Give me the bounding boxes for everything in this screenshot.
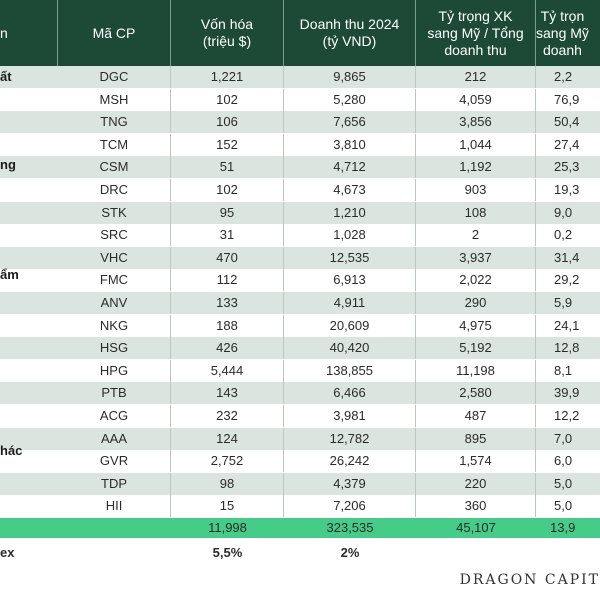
stock-code: STK — [58, 202, 171, 224]
export-share: 487 — [416, 405, 536, 427]
stock-code: DRC — [58, 179, 171, 201]
stock-code: CSM — [58, 156, 171, 178]
stock-code: ACG — [58, 405, 171, 427]
header-export — [416, 0, 536, 66]
table-row — [0, 495, 600, 517]
market-cap: 106 — [171, 111, 284, 133]
us-share: 5,0 — [554, 498, 573, 514]
table-row — [0, 202, 600, 224]
header-revenue-line1: Doanh thu 2024 — [299, 16, 400, 32]
stock-code: TDP — [58, 473, 171, 495]
us-share: 50,4 — [554, 114, 580, 130]
header-cap — [171, 0, 284, 66]
stock-code: DGC — [58, 66, 171, 88]
table-row — [0, 428, 600, 450]
market-cap: 102 — [171, 89, 284, 111]
us-share: 19,3 — [554, 182, 580, 197]
us-share: 12,8 — [554, 340, 580, 356]
market-cap: 152 — [171, 134, 284, 156]
revenue: 12,535 — [284, 247, 416, 269]
revenue: 9,865 — [284, 66, 416, 88]
revenue: 3,981 — [284, 405, 416, 427]
us-share: 7,0 — [554, 430, 573, 446]
table-row — [0, 292, 600, 314]
export-share: 4,059 — [416, 89, 536, 111]
market-cap: 5,444 — [171, 360, 284, 382]
revenue: 1,210 — [284, 202, 416, 224]
header-export-line1: Tỷ trọng XK — [438, 7, 513, 24]
revenue: 4,911 — [284, 292, 416, 314]
table-row — [0, 156, 600, 178]
pct-revenue: 2% — [340, 545, 360, 560]
export-share: 1,574 — [416, 450, 536, 472]
header-sector — [0, 0, 58, 66]
export-share: 290 — [416, 292, 536, 314]
export-share: 1,192 — [416, 156, 536, 178]
total-cap: 11,998 — [208, 520, 247, 535]
market-cap: 102 — [171, 179, 284, 201]
us-share: 9,0 — [554, 204, 573, 220]
table-row — [0, 360, 600, 382]
export-share: 212 — [416, 66, 536, 88]
header-share-line2: sang Mỹ — [536, 24, 589, 41]
export-share: 903 — [416, 179, 536, 201]
revenue: 4,673 — [284, 179, 416, 201]
table-row — [0, 315, 600, 337]
table-row — [0, 247, 600, 269]
table-row — [0, 179, 600, 201]
table-header — [0, 0, 600, 66]
market-cap: 95 — [171, 202, 284, 224]
revenue: 5,280 — [284, 89, 416, 111]
table-row — [0, 269, 600, 291]
sector-label: ex — [0, 545, 15, 560]
total-revenue: 323,535 — [326, 520, 374, 535]
us-share: 27,4 — [554, 136, 580, 152]
export-share: 1,044 — [416, 134, 536, 156]
header-code — [58, 0, 171, 66]
sector-label: ất — [0, 69, 12, 84]
revenue: 6,466 — [284, 382, 416, 404]
us-share: 5,9 — [554, 295, 573, 310]
revenue: 26,242 — [284, 450, 416, 472]
stock-code: MSH — [58, 89, 171, 111]
stock-code: AAA — [58, 428, 171, 450]
revenue: 4,379 — [284, 473, 416, 495]
market-cap: 112 — [171, 269, 284, 291]
export-share: 11,198 — [416, 360, 536, 382]
export-share: 2,022 — [416, 269, 536, 291]
market-cap: 188 — [171, 315, 284, 337]
market-cap: 470 — [171, 247, 284, 269]
stock-code: TCM — [58, 134, 171, 156]
sector-label: ẩm — [0, 267, 19, 282]
revenue: 6,913 — [284, 269, 416, 291]
stock-code: HSG — [58, 337, 171, 359]
table-row — [0, 382, 600, 404]
us-share: 29,2 — [554, 272, 580, 288]
header-cap-line1: Vốn hóa — [200, 16, 254, 32]
market-cap: 98 — [171, 473, 284, 495]
header-share — [536, 0, 600, 66]
revenue: 1,028 — [284, 224, 416, 246]
header-revenue — [284, 0, 416, 66]
table-row — [0, 450, 600, 472]
total-row — [0, 518, 600, 538]
revenue: 7,656 — [284, 111, 416, 133]
index-share-row — [0, 542, 600, 564]
header-share-line1: Tỷ trọn — [540, 7, 585, 24]
export-share: 895 — [416, 428, 536, 450]
market-cap: 232 — [171, 405, 284, 427]
us-share: 39,9 — [554, 385, 580, 401]
header-code-label: Mã CP — [92, 24, 136, 41]
us-share: 6,0 — [554, 453, 573, 469]
market-cap: 1,221 — [171, 66, 284, 88]
export-share: 2,580 — [416, 382, 536, 404]
table-row — [0, 405, 600, 427]
market-cap: 143 — [171, 382, 284, 404]
stock-code: ANV — [58, 292, 171, 314]
header-sector-label: n — [0, 24, 8, 41]
stock-code: NKG — [58, 315, 171, 337]
header-revenue-line2: (tỷ VND) — [322, 33, 377, 49]
export-share: 5,192 — [416, 337, 536, 359]
revenue: 3,810 — [284, 134, 416, 156]
us-share: 2,2 — [554, 69, 573, 84]
export-share: 220 — [416, 473, 536, 495]
total-share: 13,9 — [550, 520, 576, 535]
table-row — [0, 473, 600, 495]
header-export-line3: doanh thu — [444, 41, 507, 58]
table-row — [0, 111, 600, 133]
export-share: 3,856 — [416, 111, 536, 133]
us-share: 24,1 — [554, 317, 580, 333]
table-row — [0, 224, 600, 246]
us-share: 12,2 — [554, 408, 580, 423]
revenue: 12,782 — [284, 428, 416, 450]
header-share-line3: doanh — [542, 41, 582, 58]
table-row — [0, 89, 600, 111]
sector-label: hác — [0, 443, 23, 458]
export-share: 3,937 — [416, 247, 536, 269]
stock-code: HPG — [58, 360, 171, 382]
stock-code: FMC — [58, 269, 171, 291]
stock-code: TNG — [58, 111, 171, 133]
us-share: 25,3 — [554, 159, 580, 175]
market-cap: 124 — [171, 428, 284, 450]
market-cap: 51 — [171, 156, 284, 178]
us-share: 8,1 — [554, 362, 573, 378]
stock-code: PTB — [58, 382, 171, 404]
market-cap: 2,752 — [171, 450, 284, 472]
revenue: 40,420 — [284, 337, 416, 359]
brand-logo-text: DRAGON CAPIT — [459, 572, 600, 588]
total-export: 45,107 — [456, 520, 496, 535]
revenue: 20,609 — [284, 315, 416, 337]
market-cap: 426 — [171, 337, 284, 359]
table-row — [0, 134, 600, 156]
table-row — [0, 337, 600, 359]
export-share: 2 — [416, 224, 536, 246]
revenue: 7,206 — [284, 495, 416, 517]
market-cap: 15 — [171, 495, 284, 517]
export-share: 108 — [416, 202, 536, 224]
us-share: 76,9 — [554, 91, 580, 107]
pct-cap: 5,5% — [212, 545, 243, 560]
market-cap: 31 — [171, 224, 284, 246]
stock-code: VHC — [58, 247, 171, 269]
revenue: 4,712 — [284, 156, 416, 178]
revenue: 138,855 — [284, 360, 416, 382]
export-share: 360 — [416, 495, 536, 517]
export-share: 4,975 — [416, 315, 536, 337]
header-cap-line2: (triệu $) — [202, 33, 252, 49]
table-row — [0, 66, 600, 88]
us-share: 0,2 — [554, 227, 573, 243]
market-cap: 133 — [171, 292, 284, 314]
stock-code: SRC — [58, 224, 171, 246]
header-export-line2: sang Mỹ / Tổng — [427, 24, 524, 41]
stock-code: GVR — [58, 450, 171, 472]
sector-label: ng — [0, 157, 16, 172]
us-share: 5,0 — [554, 475, 573, 491]
stock-code: HII — [58, 495, 171, 517]
us-share: 31,4 — [554, 249, 580, 265]
